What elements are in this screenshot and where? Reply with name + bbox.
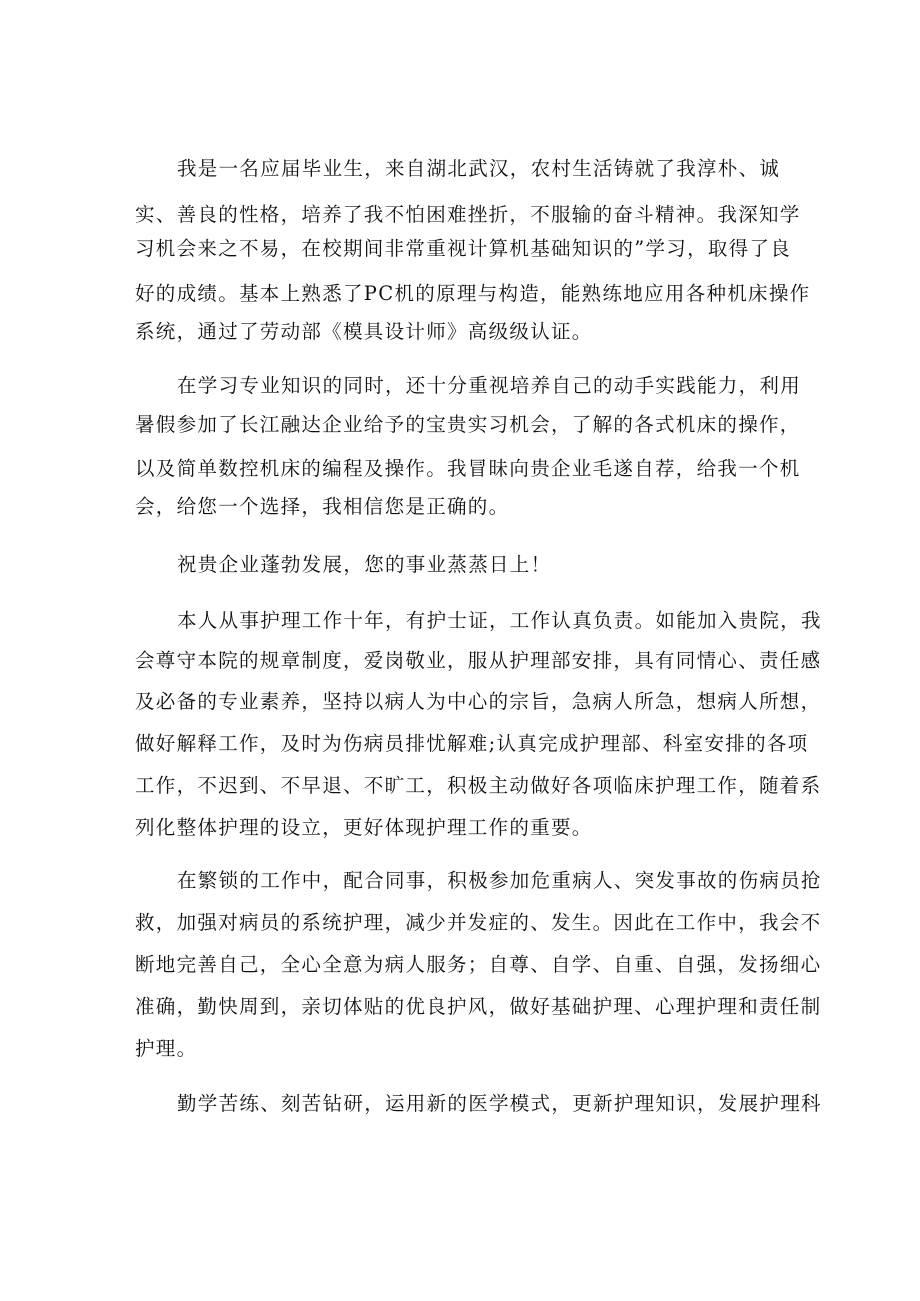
text-line: 勤学苦练、刻苦钻研，运用新的医学模式，更新护理知识，发展护理科 — [177, 1092, 822, 1115]
text-line: 护理。 — [135, 1037, 198, 1060]
text-line: 会尊守本院的规章制度，爱岗敬业，服从护理部安排，具有同情心、责任感 — [135, 649, 822, 672]
text-line: 本人从事护理工作十年，有护士证，工作认真负责。如能加入贵院，我 — [177, 609, 822, 632]
text-line: 准确，勤快周到，亲切体贴的优良护风，做好基础护理、心理护理和责任制 — [135, 995, 822, 1018]
text-line: 工作，不迟到、不早退、不旷工，积极主动做好各项临床护理工作，随着系 — [135, 774, 822, 797]
text-line: 习机会来之不易，在校期间非常重视计算机基础知识的”学习，取得了良 — [135, 237, 792, 260]
text-line: 实、善良的性格，培养了我不怕困难挫折，不服输的奋斗精神。我深知学 — [135, 203, 801, 226]
text-line: 及必备的专业素养，坚持以病人为中心的宗旨，急病人所急，想病人所想， — [135, 690, 822, 713]
text-line: 救，加强对病员的系统护理，减少并发症的、发生。因此在工作中，我会不 — [135, 911, 822, 934]
text-line: 暑假参加了长江融达企业给予的宝贵实习机会，了解的各式机床的操作， — [135, 413, 801, 436]
text-line: 以及简单数控机床的编程及操作。我冒昧向贵企业毛遂自荐，给我一个机 — [135, 457, 801, 480]
text-line: 在繁锁的工作中，配合同事，积极参加危重病人、突发事故的伤病员抢 — [177, 869, 822, 892]
text-line: 会，给您一个选择，我相信您是正确的。 — [135, 495, 510, 518]
text-line: 祝贵企业蓬勃发展，您的事业蒸蒸日上！ — [177, 553, 552, 576]
text-line: 断地完善自己，全心全意为病人服务；自尊、自学、自重、自强，发扬细心 — [135, 953, 822, 976]
text-line: 我是一名应届毕业生，来自湖北武汉，农村生活铸就了我淳朴、诚 — [177, 157, 781, 180]
text-line: 在学习专业知识的同时，还十分重视培养自己的动手实践能力，利用 — [177, 374, 802, 397]
text-line: 系统，通过了劳动部《模具设计师》高级级认证。 — [135, 320, 593, 343]
text-line: 列化整体护理的设立，更好体现护理工作的重要。 — [135, 816, 593, 839]
text-line: 好的成绩。基本上熟悉了PC机的原理与构造，能熟练地应用各种机床操作 — [135, 282, 811, 305]
text-line: 做好解释工作，及时为伤病员排忧解难;认真完成护理部、科室安排的各项 — [135, 732, 809, 755]
